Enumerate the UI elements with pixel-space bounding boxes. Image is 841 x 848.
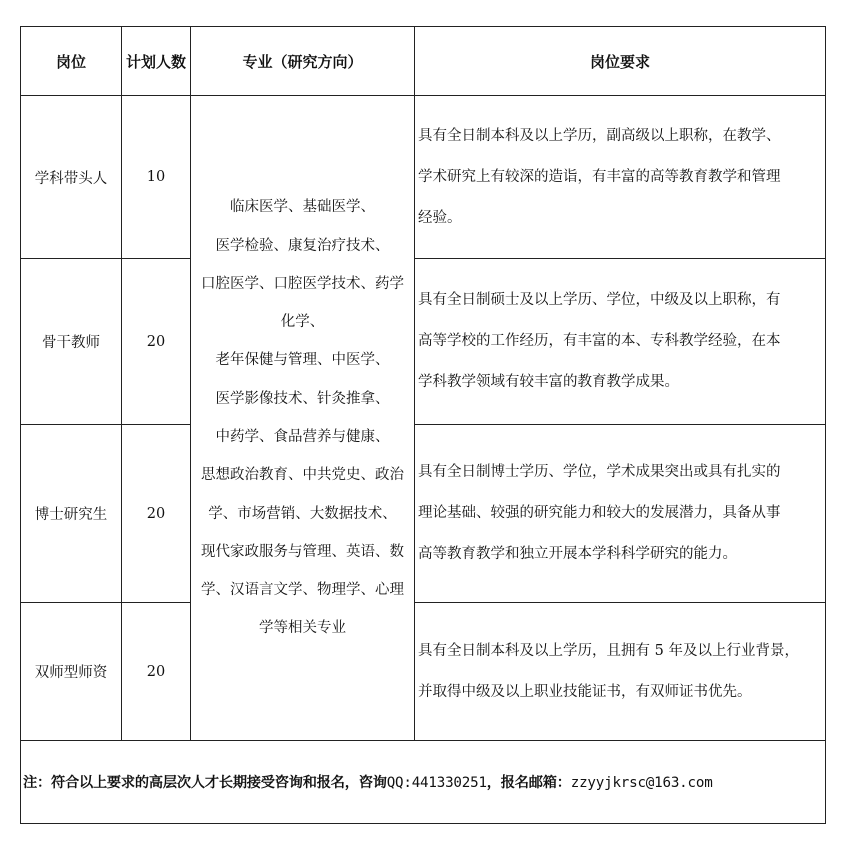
note-email: zzyyjkrsc@163.com: [570, 775, 713, 791]
major-line: 学等相关专业: [259, 620, 346, 637]
requirement-line: 具有全日制本科及以上学历，副高级以上职称，在教学、: [418, 127, 781, 144]
table-row: [21, 603, 826, 741]
requirements-cell: [415, 425, 826, 603]
major-line: 学、市场营销、大数据技术、: [208, 505, 397, 522]
requirement-line: 具有全日制本科及以上学历，且拥有 5 年及以上行业背景，: [418, 642, 799, 659]
requirement-line: 具有全日制博士学历、学位，学术成果突出或具有扎实的: [418, 464, 781, 480]
note-row: [21, 741, 826, 824]
note-cell: [21, 741, 826, 824]
major-cell: [191, 96, 415, 741]
position-cell: 学科带头人: [21, 96, 122, 259]
major-line: 口腔医学、口腔医学技术、药学: [201, 275, 404, 292]
major-line: 学、汉语言文学、物理学、心理: [201, 582, 404, 599]
major-line: 医学影像技术、针灸推拿、: [215, 390, 390, 407]
requirement-line: 经验。: [418, 209, 462, 226]
note-qq-number: 441330251: [411, 775, 487, 791]
position-cell: 骨干教师: [21, 259, 122, 425]
requirement-line: 学科教学领域有较丰富的教育教学成果。: [418, 374, 679, 390]
header-row: [21, 27, 826, 96]
major-line: 现代家政服务与管理、英语、数: [201, 543, 404, 560]
requirements-cell: [415, 259, 826, 425]
note-text: 注：符合以上要求的高层次人才长期接受咨询和报名，咨询: [23, 775, 387, 791]
count-cell: 20: [122, 259, 191, 425]
requirements-cell: [415, 96, 826, 259]
header-plan-count: 计划人数: [122, 27, 191, 96]
requirement-line: 理论基础、较强的研究能力和较大的发展潜力，具备从事: [418, 505, 781, 521]
note-email-label: ，报名邮箱：: [486, 775, 571, 791]
table-row: [21, 259, 826, 425]
recruitment-table: [20, 26, 826, 824]
requirement-line: 并取得中级及以上职业技能证书，有双师证书优先。: [418, 683, 752, 700]
note-qq-label: QQ:: [386, 775, 412, 791]
major-line: 中药学、食品营养与健康、: [215, 429, 390, 445]
major-line: 医学检验、康复治疗技术、: [215, 237, 390, 254]
position-cell: 双师型师资: [21, 603, 122, 741]
major-line: 思想政治教育、中共党史、政治: [201, 467, 404, 484]
header-position: 岗位: [21, 27, 122, 96]
requirement-line: 学术研究上有较深的造诣，有丰富的高等教育教学和管理: [418, 168, 781, 185]
table-row: [21, 96, 826, 259]
requirement-line: 高等教育教学和独立开展本学科科学研究的能力。: [418, 546, 737, 562]
requirement-line: 具有全日制硕士及以上学历、学位，中级及以上职称，有: [418, 292, 781, 308]
major-line: 化学、: [280, 314, 325, 331]
header-major: 专业（研究方向）: [191, 27, 415, 96]
count-cell: 20: [122, 603, 191, 741]
count-cell: 10: [122, 96, 191, 259]
major-line: 老年保健与管理、中医学、: [215, 352, 390, 369]
count-cell: 20: [122, 425, 191, 603]
requirements-cell: [415, 603, 826, 741]
requirement-line: 高等学校的工作经历，有丰富的本、专科教学经验，在本: [418, 333, 781, 349]
header-requirements: 岗位要求: [415, 27, 826, 96]
position-cell: 博士研究生: [21, 425, 122, 603]
major-line: 临床医学、基础医学、: [230, 199, 375, 216]
table-row: [21, 425, 826, 603]
